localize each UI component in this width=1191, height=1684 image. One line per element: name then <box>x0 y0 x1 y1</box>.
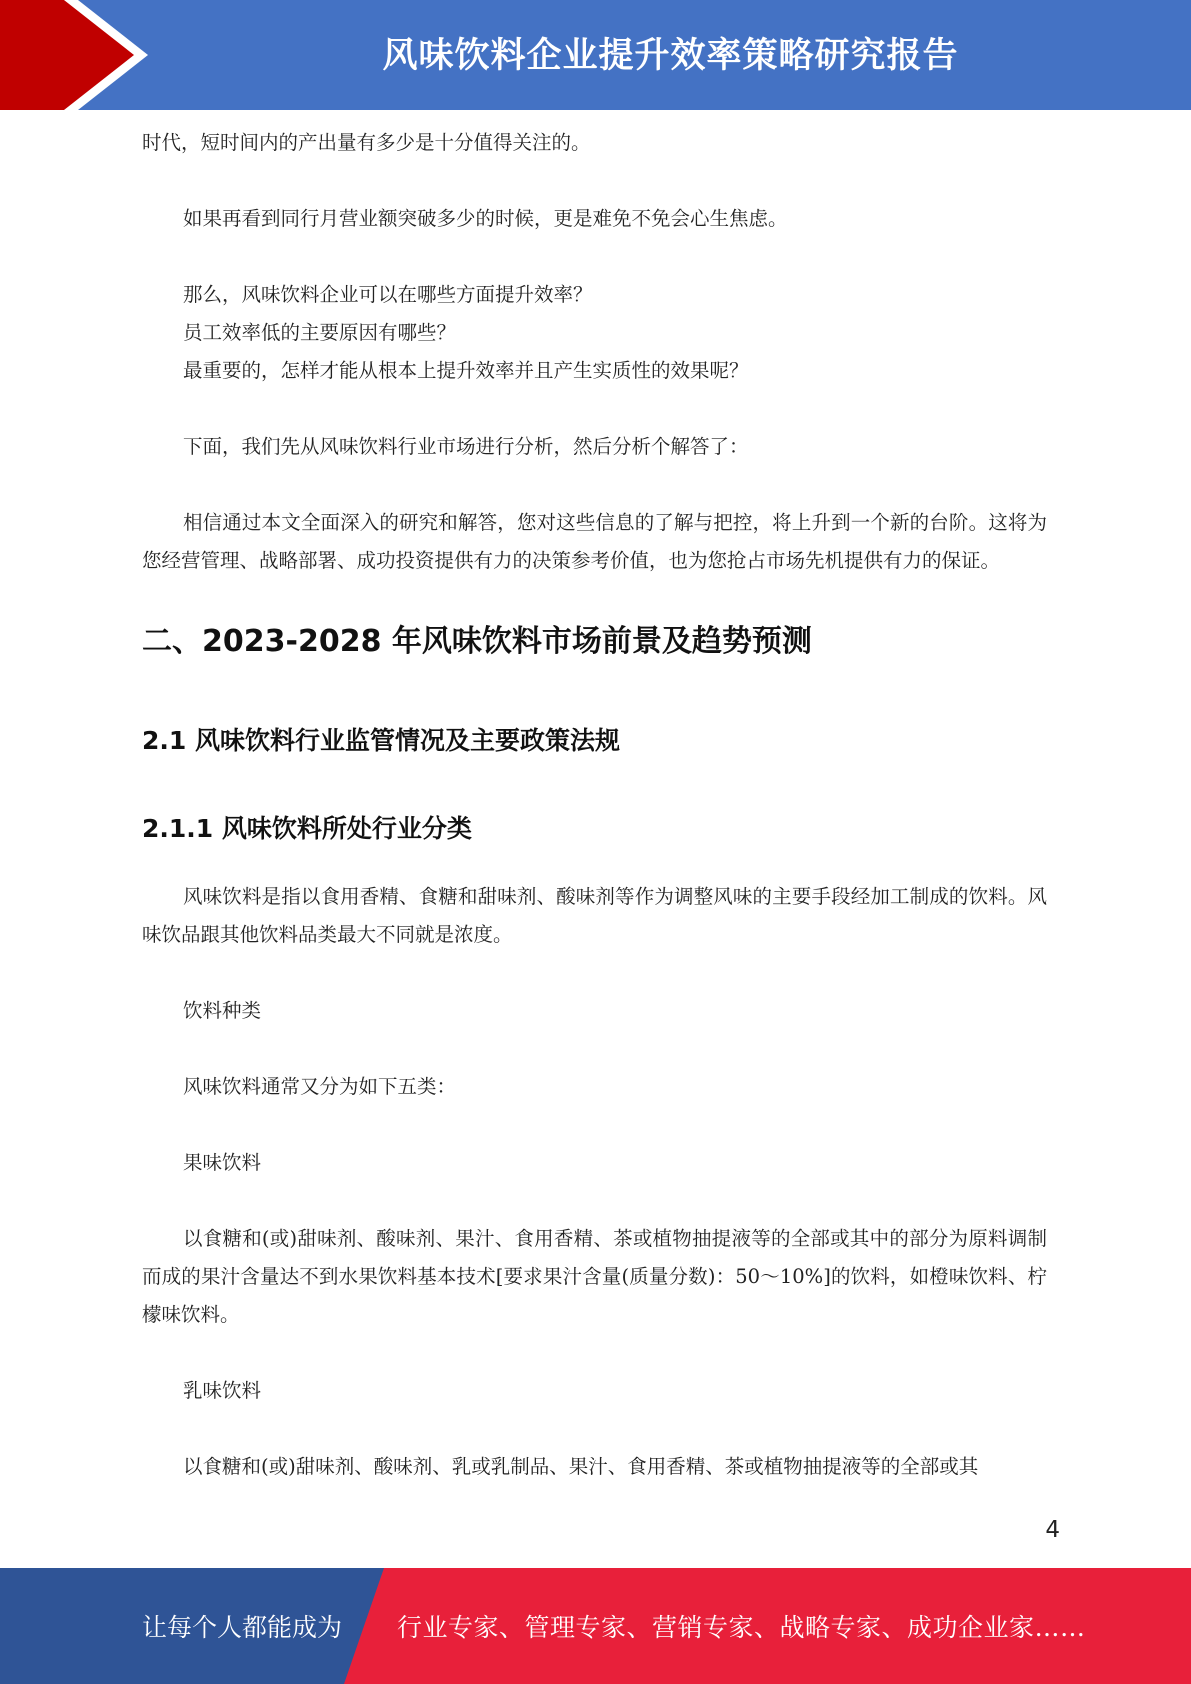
header-arrow-decoration <box>0 0 150 110</box>
paragraph: 果味饮料 <box>183 1151 262 1174</box>
paragraph: 下面，我们先从风味饮料行业市场进行分析，然后分析个解答了： <box>183 435 749 458</box>
footer-slogan-left: 让每个人都能成为 <box>142 1613 343 1642</box>
paragraph: 乳味饮料 <box>183 1379 262 1402</box>
page-number: 4 <box>1045 1517 1060 1543</box>
paragraph: 最重要的，怎样才能从根本上提升效率并且产生实质性的效果呢？ <box>183 359 749 382</box>
paragraph: 以食糖和(或)甜味剂、酸味剂、乳或乳制品、果汁、食用香精、茶或植物抽提液等的全部或其 <box>183 1455 979 1478</box>
header-banner <box>0 0 1191 110</box>
paragraph: 相信通过本文全面深入的研究和解答，您对这些信息的了解与把控，将上升到一个新的台阶。这将为您经营管理、战略部署、成功投资提供有力的决策参考价值，也为您抢占市场先机提供有力的保证。 <box>142 511 1047 572</box>
paragraph: 那么，风味饮料企业可以在哪些方面提升效率？ <box>183 283 593 306</box>
paragraph: 员工效率低的主要原因有哪些？ <box>183 321 457 344</box>
subsection-heading: 2.1 风味饮料行业监管情况及主要政策法规 <box>142 726 620 755</box>
subsubsection-heading: 2.1.1 风味饮料所处行业分类 <box>142 814 472 843</box>
footer-slogan-right: 行业专家、管理专家、营销专家、战略专家、成功企业家…… <box>397 1613 1086 1642</box>
paragraph: 风味饮料是指以食用香精、食糖和甜味剂、酸味剂等作为调整风味的主要手段经加工制成的饮料。风味饮品跟其他饮料品类最大不同就是浓度。 <box>142 885 1047 946</box>
paragraph: 饮料种类 <box>183 999 262 1022</box>
footer-banner <box>0 1568 1191 1684</box>
paragraph: 以食糖和(或)甜味剂、酸味剂、果汁、食用香精、茶或植物抽提液等的全部或其中的部分为原料调制而成的果汁含量达不到水果饮料基本技术[要求果汁含量(质量分数)：50～10%]的饮料，如橙味饮料、柠檬味饮料。 <box>142 1227 1047 1326</box>
report-title: 风味饮料企业提升效率策略研究报告 <box>382 36 959 76</box>
paragraph: 时代，短时间内的产出量有多少是十分值得关注的。 <box>142 131 591 154</box>
paragraph: 风味饮料通常又分为如下五类： <box>183 1075 457 1098</box>
section-heading: 二、2023-2028 年风味饮料市场前景及趋势预测 <box>142 624 812 659</box>
paragraph: 如果再看到同行月营业额突破多少的时候，更是难免不免会心生焦虑。 <box>183 207 788 230</box>
page-content <box>142 124 1047 1486</box>
